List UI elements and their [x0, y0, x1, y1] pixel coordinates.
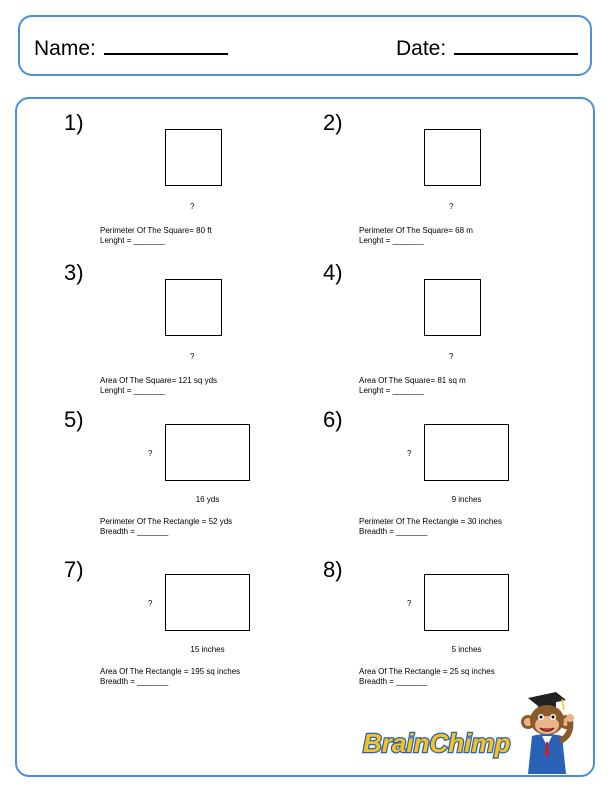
rectangle-shape: [424, 574, 509, 631]
unknown-side: ?: [190, 352, 195, 361]
problem-5: [64, 407, 324, 557]
answer-blank[interactable]: Lenght = _______: [100, 386, 165, 395]
rectangle-shape: [424, 424, 509, 481]
unknown-side: ?: [407, 449, 412, 458]
svg-text:BrainChimp: [363, 728, 510, 758]
answer-blank[interactable]: Breadth = _______: [100, 527, 169, 536]
logo-text-brain: Brain: [363, 728, 430, 758]
answer-blank[interactable]: Lenght = _______: [359, 386, 424, 395]
problem-number: 8): [323, 557, 343, 582]
answer-blank[interactable]: Breadth = _______: [359, 527, 428, 536]
problem-8: [323, 557, 583, 707]
answer-blank[interactable]: Breadth = _______: [100, 677, 169, 686]
date-blank[interactable]: [454, 37, 578, 55]
date-label: Date:: [396, 37, 447, 60]
unknown-side: ?: [449, 202, 454, 211]
problem-7: [64, 557, 324, 707]
header-box: [18, 15, 592, 76]
problem-1: [64, 110, 324, 260]
given-side: 5 inches: [451, 645, 482, 654]
given-side: 15 inches: [190, 645, 225, 654]
problem-6: [323, 407, 583, 557]
problem-statement: Perimeter Of The Square= 68 m: [359, 226, 473, 235]
answer-blank[interactable]: Lenght = _______: [100, 236, 165, 245]
square-shape: [424, 129, 481, 186]
problem-number: 5): [64, 407, 84, 432]
square-shape: [424, 279, 481, 336]
unknown-side: ?: [148, 599, 153, 608]
problem-number: 4): [323, 260, 343, 285]
unknown-side: ?: [407, 599, 412, 608]
problem-statement: Area Of The Square= 121 sq yds: [100, 376, 218, 385]
name-blank[interactable]: [104, 37, 228, 55]
problem-statement: Area Of The Rectangle = 195 sq inches: [100, 667, 241, 676]
unknown-side: ?: [449, 352, 454, 361]
given-side: 16 yds: [195, 495, 220, 504]
problem-statement: Area Of The Rectangle = 25 sq inches: [359, 667, 495, 676]
brainchimp-logo: [360, 690, 575, 775]
name-field[interactable]: [34, 37, 228, 61]
problem-number: 1): [64, 110, 84, 135]
name-label: Name:: [34, 37, 96, 60]
problem-number: 7): [64, 557, 84, 582]
rectangle-shape: [165, 574, 250, 631]
problem-number: 3): [64, 260, 84, 285]
date-field[interactable]: [396, 37, 578, 61]
problem-4: [323, 260, 583, 410]
square-shape: [165, 279, 222, 336]
unknown-side: ?: [190, 202, 195, 211]
logo-text-chimp: Chimp: [429, 728, 511, 758]
answer-blank[interactable]: Breadth = _______: [359, 677, 428, 686]
problem-3: [64, 260, 324, 410]
unknown-side: ?: [148, 449, 153, 458]
answer-blank[interactable]: Lenght = _______: [359, 236, 424, 245]
square-shape: [165, 129, 222, 186]
problem-statement: Perimeter Of The Rectangle = 30 inches: [359, 517, 502, 526]
problem-number: 6): [323, 407, 343, 432]
problem-statement: Area Of The Square= 81 sq m: [359, 376, 466, 385]
monkey-mascot-icon: [521, 692, 574, 774]
problem-statement: Perimeter Of The Rectangle = 52 yds: [100, 517, 233, 526]
problem-2: [323, 110, 583, 260]
problem-statement: Perimeter Of The Square= 80 ft: [100, 226, 212, 235]
rectangle-shape: [165, 424, 250, 481]
given-side: 9 inches: [451, 495, 482, 504]
problem-number: 2): [323, 110, 343, 135]
